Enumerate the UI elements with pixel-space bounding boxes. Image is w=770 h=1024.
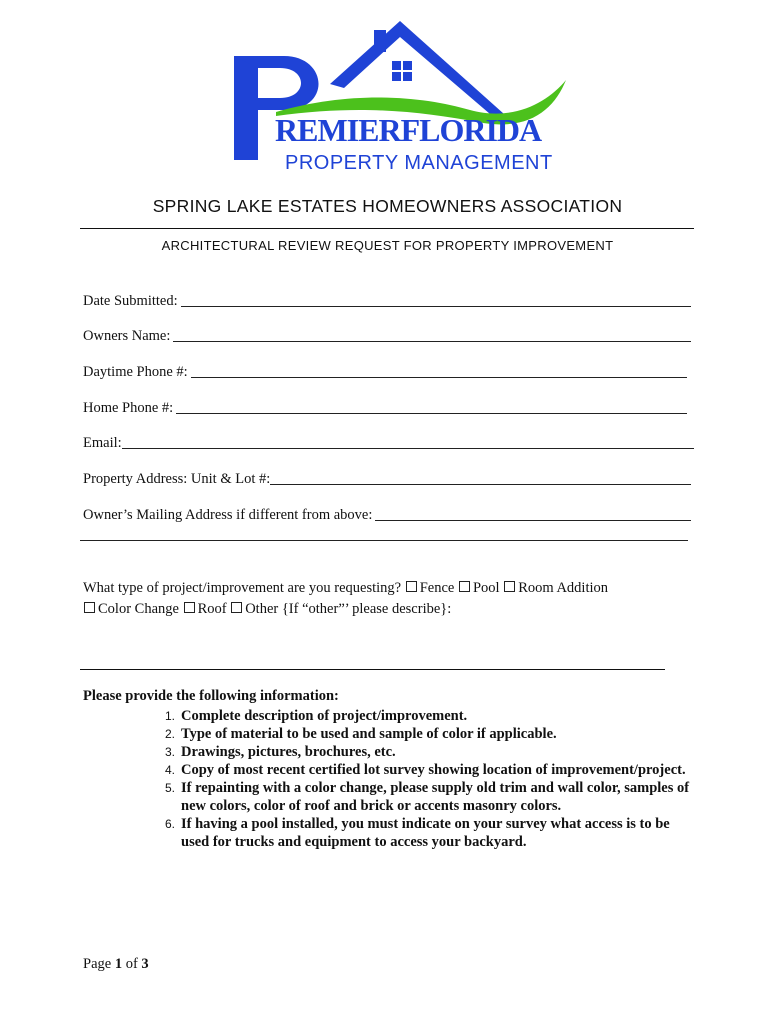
daytime-phone-input-line[interactable]: [191, 377, 687, 378]
property-address-input-line[interactable]: [270, 484, 691, 485]
email-input-line[interactable]: [122, 448, 694, 449]
home-phone-field: [83, 397, 687, 417]
mailing-address-line-2[interactable]: [80, 540, 688, 541]
roof-label: Roof: [197, 601, 227, 617]
project-question-row: [83, 578, 608, 599]
fence-label: Fence: [419, 580, 455, 596]
requirements-list: [150, 707, 695, 851]
company-logo: [232, 18, 572, 182]
property-address-label: Property Address: Unit & Lot #:: [83, 471, 271, 487]
room-addition-label: Room Addition: [518, 580, 609, 596]
page-number: Page 1 of 3: [83, 956, 149, 972]
date-submitted-input-line[interactable]: [181, 306, 691, 307]
list-item: 1. Complete description of project/improvement.: [164, 708, 468, 724]
logo-name: REMIERFLORIDA: [275, 112, 542, 148]
list-item: 5. If repainting with a color change, please supply old trim and wall color, samples of new colors, color of roof and brick or accents masonry colors.: [164, 780, 690, 814]
association-title: SPRING LAKE ESTATES HOMEOWNERS ASSOCIATION: [152, 196, 623, 216]
email-field: [83, 432, 694, 452]
list-item: 2. Type of material to be used and sample of color if applicable.: [164, 726, 557, 742]
project-options-row: [83, 599, 451, 620]
list-item: 3. Drawings, pictures, brochures, etc.: [164, 744, 396, 760]
owners-name-label: Owners Name:: [83, 328, 171, 344]
project-question: What type of project/improvement are you requesting?: [83, 580, 402, 596]
roof-checkbox[interactable]: [184, 602, 195, 613]
fence-checkbox[interactable]: [406, 581, 417, 592]
color-change-checkbox[interactable]: [84, 602, 95, 613]
property-address-field: [83, 468, 691, 488]
mailing-address-input-line[interactable]: [375, 520, 691, 521]
date-submitted-label: Date Submitted:: [83, 293, 178, 309]
logo-subtitle: PROPERTY MANAGEMENT: [285, 152, 553, 174]
form-title: ARCHITECTURAL REVIEW REQUEST FOR PROPERTY IMPROVEMENT: [161, 238, 614, 253]
room-addition-checkbox[interactable]: [504, 581, 515, 592]
daytime-phone-field: [83, 361, 687, 381]
owners-name-input-line[interactable]: [173, 341, 691, 342]
mailing-address-label: Owner’s Mailing Address if different from above:: [83, 507, 373, 523]
pool-checkbox[interactable]: [459, 581, 470, 592]
date-submitted-field: [83, 290, 691, 310]
list-item: 6. If having a pool installed, you must indicate on your survey what access is to be used for trucks and equipment to access your backyard.: [164, 816, 670, 850]
owners-name-field: [83, 325, 691, 345]
pool-label: Pool: [472, 580, 500, 596]
daytime-phone-label: Daytime Phone #:: [83, 364, 188, 380]
header-divider: [80, 228, 694, 229]
color-change-label: Color Change: [98, 601, 179, 617]
other-label: Other {If “other”’ please describe}:: [245, 601, 452, 617]
list-item: 4. Copy of most recent certified lot survey showing location of improvement/project.: [164, 762, 686, 778]
home-phone-label: Home Phone #:: [83, 400, 174, 416]
other-description-line[interactable]: [80, 669, 665, 670]
other-checkbox[interactable]: [231, 602, 242, 613]
email-label: Email:: [83, 435, 122, 451]
info-heading: Please provide the following information:: [83, 688, 339, 704]
home-phone-input-line[interactable]: [176, 413, 687, 414]
mailing-address-field: [83, 504, 691, 524]
